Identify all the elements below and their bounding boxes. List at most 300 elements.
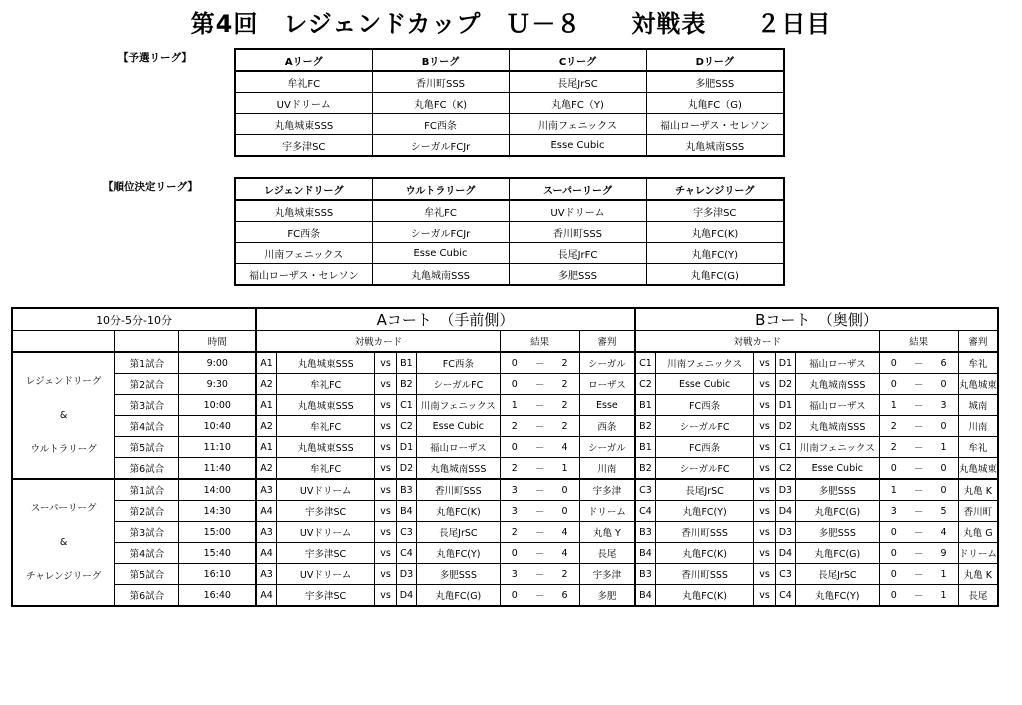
match-number: 第6試合: [115, 458, 179, 480]
team-cell: 丸亀FC(K): [646, 222, 784, 243]
card-header-a: 対戦カード: [256, 331, 500, 353]
blank-header: [12, 331, 115, 353]
vs-label: vs: [754, 352, 775, 374]
page-title: 第4回 レジェンドカップ Ｕ－８ 対戦表 ２日目: [190, 10, 832, 38]
vs-label: vs: [754, 479, 775, 501]
team-cell: 宇多津SC: [235, 135, 372, 157]
team-code: A1: [256, 395, 276, 416]
league-group-line: &: [59, 537, 68, 548]
league-group-label: [12, 479, 115, 606]
team-code: B3: [396, 479, 416, 501]
court-b-header: Bコート （奥側）: [635, 308, 998, 331]
team-cell: 福山ローザス・セレソン: [235, 264, 372, 286]
team-code: C3: [396, 522, 416, 543]
team-cell: 多肥SSS: [509, 264, 646, 286]
team-name: 長尾JrSC: [655, 479, 753, 501]
referee-header-a: 審判: [579, 331, 635, 353]
match-time: 15:40: [179, 543, 256, 564]
league-row: [235, 243, 784, 264]
team-name: 宇多津SC: [276, 585, 374, 607]
team-name: 多肥SSS: [417, 564, 500, 585]
team-code: D2: [775, 374, 795, 395]
ranking-label: 【順位決定リーグ】: [103, 181, 198, 193]
vs-label: vs: [754, 501, 775, 522]
referee: 丸亀城東: [958, 374, 998, 395]
match-time: 10:40: [179, 416, 256, 437]
vs-label: vs: [375, 352, 396, 374]
team-cell: 牟礼FC: [235, 71, 372, 93]
match-number: 第1試合: [115, 479, 179, 501]
match-time: 16:10: [179, 564, 256, 585]
team-cell: 丸亀FC(Y): [646, 243, 784, 264]
match-row: [12, 479, 998, 501]
score-dash: －: [908, 352, 929, 374]
team-cell: 長尾JrSC: [509, 71, 646, 93]
team-name: シーガルFC: [655, 458, 753, 480]
team-code: A1: [256, 437, 276, 458]
referee: 城南: [958, 395, 998, 416]
team-code: C1: [635, 352, 655, 374]
team-name: 香川町SSS: [655, 564, 753, 585]
team-code: A2: [256, 416, 276, 437]
vs-label: vs: [754, 437, 775, 458]
team-code: D1: [775, 352, 795, 374]
match-row: [12, 522, 998, 543]
team-name: 丸亀FC(G): [796, 543, 879, 564]
team-code: C4: [635, 501, 655, 522]
team-code: B3: [635, 564, 655, 585]
score-away: 4: [929, 522, 958, 543]
team-code: B2: [635, 458, 655, 480]
schedule-table: [11, 307, 999, 607]
team-name: 牟礼FC: [276, 416, 374, 437]
team-name: Esse Cubic: [796, 458, 879, 480]
team-cell: 牟礼FC: [372, 200, 509, 222]
referee: ドリーム: [958, 543, 998, 564]
team-code: D3: [775, 479, 795, 501]
match-time: 9:30: [179, 374, 256, 395]
referee: 多肥: [579, 585, 635, 607]
score-away: 0: [929, 374, 958, 395]
referee: 長尾: [958, 585, 998, 607]
team-name: 香川町SSS: [655, 522, 753, 543]
score-away: 0: [550, 479, 579, 501]
team-cell: Esse Cubic: [509, 135, 646, 157]
team-name: 川南フェニックス: [655, 352, 753, 374]
team-code: B4: [396, 501, 416, 522]
vs-label: vs: [754, 374, 775, 395]
team-name: 丸亀FC(Y): [417, 543, 500, 564]
score-home: 0: [500, 543, 529, 564]
league-group-line: チャレンジリーグ: [26, 571, 102, 582]
referee: 丸亀 K: [958, 479, 998, 501]
score-dash: －: [908, 416, 929, 437]
team-code: B2: [635, 416, 655, 437]
vs-label: vs: [375, 395, 396, 416]
team-cell: 川南フェニックス: [509, 114, 646, 135]
vs-label: vs: [375, 564, 396, 585]
team-code: D1: [396, 437, 416, 458]
team-cell: 香川町SSS: [372, 71, 509, 93]
referee-header-b: 審判: [958, 331, 998, 353]
score-dash: －: [529, 543, 550, 564]
result-header-a: 結果: [500, 331, 579, 353]
vs-label: vs: [754, 395, 775, 416]
referee: Esse: [579, 395, 635, 416]
score-dash: －: [529, 352, 550, 374]
referee: 長尾: [579, 543, 635, 564]
match-number: 第4試合: [115, 543, 179, 564]
league-row: [235, 200, 784, 222]
score-away: 1: [929, 564, 958, 585]
match-number: 第2試合: [115, 374, 179, 395]
league-header-cell: Cリーグ: [509, 49, 646, 71]
score-home: 1: [879, 479, 908, 501]
team-cell: 香川町SSS: [509, 222, 646, 243]
score-dash: －: [529, 437, 550, 458]
score-dash: －: [908, 522, 929, 543]
score-home: 0: [500, 352, 529, 374]
court-a-header: Aコート （手前側）: [256, 308, 635, 331]
vs-label: vs: [754, 543, 775, 564]
referee: 牟礼: [958, 437, 998, 458]
score-dash: －: [908, 543, 929, 564]
vs-label: vs: [375, 416, 396, 437]
league-header-row: [235, 49, 784, 71]
score-away: 2: [550, 416, 579, 437]
team-name: 宇多津SC: [276, 501, 374, 522]
score-home: 0: [879, 564, 908, 585]
team-code: A1: [256, 352, 276, 374]
team-cell: FC西条: [372, 114, 509, 135]
league-row: [235, 135, 784, 157]
blank-header: [115, 331, 179, 353]
team-cell: FC西条: [235, 222, 372, 243]
time-header: 時間: [179, 331, 256, 353]
vs-label: vs: [375, 522, 396, 543]
match-row: [12, 416, 998, 437]
team-name: FC西条: [417, 352, 500, 374]
team-code: C1: [396, 395, 416, 416]
vs-label: vs: [754, 522, 775, 543]
score-home: 2: [500, 522, 529, 543]
score-dash: －: [529, 416, 550, 437]
score-dash: －: [908, 437, 929, 458]
score-home: 0: [879, 543, 908, 564]
team-code: C4: [396, 543, 416, 564]
match-number: 第1試合: [115, 352, 179, 374]
team-name: 川南フェニックス: [417, 395, 500, 416]
score-home: 1: [879, 395, 908, 416]
score-dash: －: [908, 479, 929, 501]
score-away: 1: [550, 458, 579, 480]
score-away: 4: [550, 543, 579, 564]
match-row: [12, 501, 998, 522]
score-home: 2: [500, 458, 529, 480]
vs-label: vs: [375, 437, 396, 458]
match-row: [12, 437, 998, 458]
team-cell: シーガルFCJr: [372, 135, 509, 157]
league-row: [235, 93, 784, 114]
league-header-cell: Bリーグ: [372, 49, 509, 71]
team-name: 福山ローザス: [417, 437, 500, 458]
referee: 宇多津: [579, 479, 635, 501]
score-home: 3: [500, 501, 529, 522]
team-code: C2: [775, 458, 795, 480]
score-home: 0: [879, 522, 908, 543]
league-header-cell: レジェンドリーグ: [235, 178, 372, 200]
vs-label: vs: [754, 585, 775, 607]
score-home: 3: [500, 479, 529, 501]
vs-label: vs: [375, 458, 396, 480]
league-header-cell: スーパーリーグ: [509, 178, 646, 200]
score-away: 1: [929, 585, 958, 607]
referee: 丸亀 K: [958, 564, 998, 585]
team-code: D4: [775, 501, 795, 522]
score-dash: －: [529, 585, 550, 607]
match-time: 14:00: [179, 479, 256, 501]
team-code: B3: [635, 522, 655, 543]
team-code: A4: [256, 501, 276, 522]
team-name: 多肥SSS: [796, 522, 879, 543]
score-dash: －: [529, 395, 550, 416]
league-header-cell: ウルトラリーグ: [372, 178, 509, 200]
referee: 丸亀城東: [958, 458, 998, 480]
score-away: 6: [929, 352, 958, 374]
team-cell: 丸亀城東SSS: [235, 200, 372, 222]
vs-label: vs: [375, 479, 396, 501]
score-away: 0: [550, 501, 579, 522]
team-name: シーガルFC: [655, 416, 753, 437]
team-code: C2: [396, 416, 416, 437]
team-name: 丸亀FC(Y): [796, 585, 879, 607]
score-dash: －: [529, 458, 550, 480]
team-name: 香川町SSS: [417, 479, 500, 501]
match-number: 第6試合: [115, 585, 179, 607]
score-dash: －: [529, 522, 550, 543]
league-group-label: [12, 352, 115, 479]
match-row: [12, 585, 998, 607]
team-name: Esse Cubic: [655, 374, 753, 395]
team-code: B1: [635, 395, 655, 416]
team-name: 丸亀城東SSS: [276, 352, 374, 374]
match-time: 11:10: [179, 437, 256, 458]
match-number: 第4試合: [115, 416, 179, 437]
team-name: UVドリーム: [276, 522, 374, 543]
referee: 西条: [579, 416, 635, 437]
referee: ドリーム: [579, 501, 635, 522]
score-home: 0: [879, 374, 908, 395]
vs-label: vs: [754, 458, 775, 480]
vs-label: vs: [375, 501, 396, 522]
match-row: [12, 352, 998, 374]
prelim-league-table: [234, 48, 785, 157]
score-home: 3: [500, 564, 529, 585]
team-name: FC西条: [655, 395, 753, 416]
match-time: 9:00: [179, 352, 256, 374]
score-home: 2: [879, 416, 908, 437]
league-group-line: ウルトラリーグ: [30, 444, 97, 455]
score-home: 0: [879, 585, 908, 607]
league-row: [235, 114, 784, 135]
team-name: 丸亀城東SSS: [276, 437, 374, 458]
score-away: 2: [550, 352, 579, 374]
team-code: C3: [775, 564, 795, 585]
team-cell: シーガルFCJr: [372, 222, 509, 243]
score-home: 0: [879, 352, 908, 374]
team-name: 丸亀城南SSS: [796, 374, 879, 395]
match-row: [12, 564, 998, 585]
team-code: D2: [396, 458, 416, 480]
team-code: A3: [256, 522, 276, 543]
team-name: 丸亀FC(Y): [655, 501, 753, 522]
team-cell: 丸亀FC（G): [646, 93, 784, 114]
league-row: [235, 222, 784, 243]
team-name: 牟礼FC: [276, 374, 374, 395]
team-code: B1: [396, 352, 416, 374]
vs-label: vs: [375, 374, 396, 395]
team-cell: 丸亀城南SSS: [646, 135, 784, 157]
match-row: [12, 374, 998, 395]
league-header-cell: Dリーグ: [646, 49, 784, 71]
team-code: C4: [775, 585, 795, 607]
league-group-line: レジェンドリーグ: [25, 376, 102, 387]
league-group-line: スーパーリーグ: [30, 503, 97, 514]
team-name: 福山ローザス: [796, 395, 879, 416]
league-row: [235, 71, 784, 93]
prelim-label: 【予選リーグ】: [118, 52, 192, 64]
team-cell: 丸亀城東SSS: [235, 114, 372, 135]
score-away: 9: [929, 543, 958, 564]
team-cell: UVドリーム: [235, 93, 372, 114]
score-away: 2: [550, 564, 579, 585]
score-away: 0: [929, 479, 958, 501]
team-cell: 多肥SSS: [646, 71, 784, 93]
match-time: 14:30: [179, 501, 256, 522]
referee: 香川町: [958, 501, 998, 522]
team-name: 宇多津SC: [276, 543, 374, 564]
team-code: B4: [635, 543, 655, 564]
match-time: 11:40: [179, 458, 256, 480]
team-code: B1: [635, 437, 655, 458]
score-away: 4: [550, 437, 579, 458]
team-name: 丸亀FC(K): [655, 543, 753, 564]
match-time: 10:00: [179, 395, 256, 416]
team-cell: UVドリーム: [509, 200, 646, 222]
match-row: [12, 458, 998, 480]
format-header: 10分-5分-10分: [12, 308, 256, 331]
team-code: D4: [775, 543, 795, 564]
team-name: FC西条: [655, 437, 753, 458]
match-row: [12, 395, 998, 416]
referee: 牟礼: [958, 352, 998, 374]
team-name: 長尾JrSC: [417, 522, 500, 543]
match-number: 第3試合: [115, 395, 179, 416]
result-header-b: 結果: [879, 331, 958, 353]
score-home: 0: [500, 437, 529, 458]
score-away: 3: [929, 395, 958, 416]
match-number: 第5試合: [115, 564, 179, 585]
team-code: A3: [256, 479, 276, 501]
team-cell: 丸亀FC（Y): [509, 93, 646, 114]
card-header-b: 対戦カード: [635, 331, 879, 353]
score-away: 1: [929, 437, 958, 458]
team-name: 長尾JrSC: [796, 564, 879, 585]
team-name: シーガルFC: [417, 374, 500, 395]
team-name: 福山ローザス: [796, 352, 879, 374]
team-code: D4: [396, 585, 416, 607]
team-name: 丸亀城南SSS: [796, 416, 879, 437]
referee: 宇多津: [579, 564, 635, 585]
team-code: C2: [635, 374, 655, 395]
referee: シーガル: [579, 437, 635, 458]
team-code: A4: [256, 543, 276, 564]
league-header-row: [235, 178, 784, 200]
referee: ローザス: [579, 374, 635, 395]
team-code: A4: [256, 585, 276, 607]
team-name: 丸亀FC(G): [796, 501, 879, 522]
score-away: 2: [550, 374, 579, 395]
team-name: 丸亀FC(G): [417, 585, 500, 607]
team-code: C1: [775, 437, 795, 458]
team-cell: Esse Cubic: [372, 243, 509, 264]
team-code: A3: [256, 564, 276, 585]
referee: 川南: [579, 458, 635, 480]
team-code: D2: [775, 416, 795, 437]
match-row: [12, 543, 998, 564]
team-code: B2: [396, 374, 416, 395]
team-name: UVドリーム: [276, 479, 374, 501]
referee: 川南: [958, 416, 998, 437]
team-code: D3: [396, 564, 416, 585]
score-dash: －: [529, 501, 550, 522]
team-name: 多肥SSS: [796, 479, 879, 501]
match-time: 16:40: [179, 585, 256, 607]
team-name: 丸亀FC(K): [417, 501, 500, 522]
score-home: 2: [500, 416, 529, 437]
team-name: 丸亀城東SSS: [276, 395, 374, 416]
referee: シーガル: [579, 352, 635, 374]
team-name: 丸亀城南SSS: [417, 458, 500, 480]
league-row: [235, 264, 784, 286]
score-away: 2: [550, 395, 579, 416]
team-code: C3: [635, 479, 655, 501]
team-code: A2: [256, 458, 276, 480]
score-home: 1: [500, 395, 529, 416]
league-group-line: &: [59, 410, 68, 421]
ranking-league-table: [234, 177, 785, 286]
score-dash: －: [529, 374, 550, 395]
score-away: 5: [929, 501, 958, 522]
score-dash: －: [908, 458, 929, 480]
team-code: D1: [775, 395, 795, 416]
team-cell: 丸亀FC（K): [372, 93, 509, 114]
score-home: 3: [879, 501, 908, 522]
team-name: 牟礼FC: [276, 458, 374, 480]
team-cell: 川南フェニックス: [235, 243, 372, 264]
match-time: 15:00: [179, 522, 256, 543]
score-away: 0: [929, 458, 958, 480]
team-cell: 丸亀城南SSS: [372, 264, 509, 286]
league-header-cell: チャレンジリーグ: [646, 178, 784, 200]
team-name: 川南フェニックス: [796, 437, 879, 458]
vs-label: vs: [754, 416, 775, 437]
score-dash: －: [908, 501, 929, 522]
team-code: B4: [635, 585, 655, 607]
team-name: UVドリーム: [276, 564, 374, 585]
vs-label: vs: [375, 585, 396, 607]
vs-label: vs: [754, 564, 775, 585]
